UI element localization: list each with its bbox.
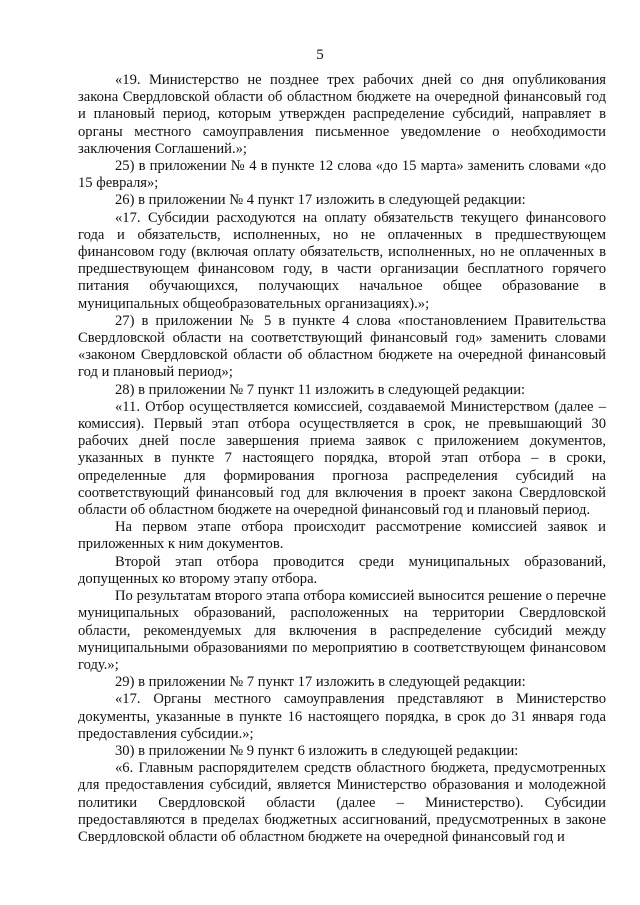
paragraph-item-17-subsidies: «17. Субсидии расходуются на оплату обязательств текущего финансового года и обязательств, исполненных, но не оплаченных в предшествующем финансовом году (включая оплату обязательств, исполненных, но не оплаченных в предшествующем финансовом году, в части организации бесплатного горячего питания обучающихся, получающих начальное общее образование в муниципальных общеобразовательных организациях).»; <box>78 209 606 312</box>
paragraph-amendment-27: 27) в приложении № 5 в пункте 4 слова «постановлением Правительства Свердловской области на соответствующий финансовый год» заменить словами «законом Свердловской области об областном бюджете на очередной финансовый год и плановый период»; <box>78 312 606 381</box>
paragraph-item-19: «19. Министерство не позднее трех рабочих дней со дня опубликования закона Свердловской области об областном бюджете на очередной финансовый год и плановый период, которым утвержден распределение субсидий, направляет в органы местного самоуправления письменное уведомление о необходимости заключения Соглашений.»; <box>78 72 606 157</box>
paragraph-amendment-30: 30) в приложении № 9 пункт 6 изложить в следующей редакции: <box>115 742 519 759</box>
paragraph-second-stage: Второй этап отбора проводится среди муниципальных образований, допущенных ко второму этапу отбора. <box>78 553 606 587</box>
paragraph-amendment-29: 29) в приложении № 7 пункт 17 изложить в следующей редакции: <box>115 674 526 691</box>
paragraph-item-6-distributor: «6. Главным распорядителем средств областного бюджета, предусмотренных для предоставления субсидий, является Министерство образования и молодежной политики Свердловской области (далее – Министерство). Субсидии предоставляются в пределах бюджетных ассигнований, предусмотренных в законе Свердловской области об областном бюджете на очередной финансовый год и <box>78 760 606 845</box>
paragraph-amendment-28: 28) в приложении № 7 пункт 11 изложить в следующей редакции: <box>115 381 526 398</box>
paragraph-item-11-selection: «11. Отбор осуществляется комиссией, создаваемой Министерством (далее – комиссия). Первый этап отбора осуществляется в срок, не превышающий 30 рабочих дней после завершения приема заявок с приложением документов, указанных в пункте 7 настоящего порядка, второй этап отбора – в сроки, определенные для формирования прогноза распределения субсидий на соответствующий финансовый год для включения в проект закона Свердловской области об областном бюджете на очередной финансовый год и плановый период. <box>78 398 606 519</box>
document-body <box>78 72 606 846</box>
paragraph-results: По результатам второго этапа отбора комиссией выносится решение о перечне муниципальных образований, расположенных на территории Свердловской области, рекомендуемых для включения в распределение субсидий между муниципальными образованиями по мероприятию в соответствующем финансовом году.»; <box>78 588 606 673</box>
paragraph-amendment-25: 25) в приложении № 4 в пункте 12 слова «до 15 марта» заменить словами «до 15 февраля»; <box>78 158 606 192</box>
paragraph-item-17-documents: «17. Органы местного самоуправления представляют в Министерство документы, указанные в пункте 16 настоящего порядка, в срок до 31 января года предоставления субсидии.»; <box>78 691 606 742</box>
paragraph-first-stage: На первом этапе отбора происходит рассмотрение комиссией заявок и приложенных к ним документов. <box>78 519 606 553</box>
paragraph-amendment-26: 26) в приложении № 4 пункт 17 изложить в следующей редакции: <box>115 192 526 209</box>
page-number: 5 <box>316 47 324 63</box>
